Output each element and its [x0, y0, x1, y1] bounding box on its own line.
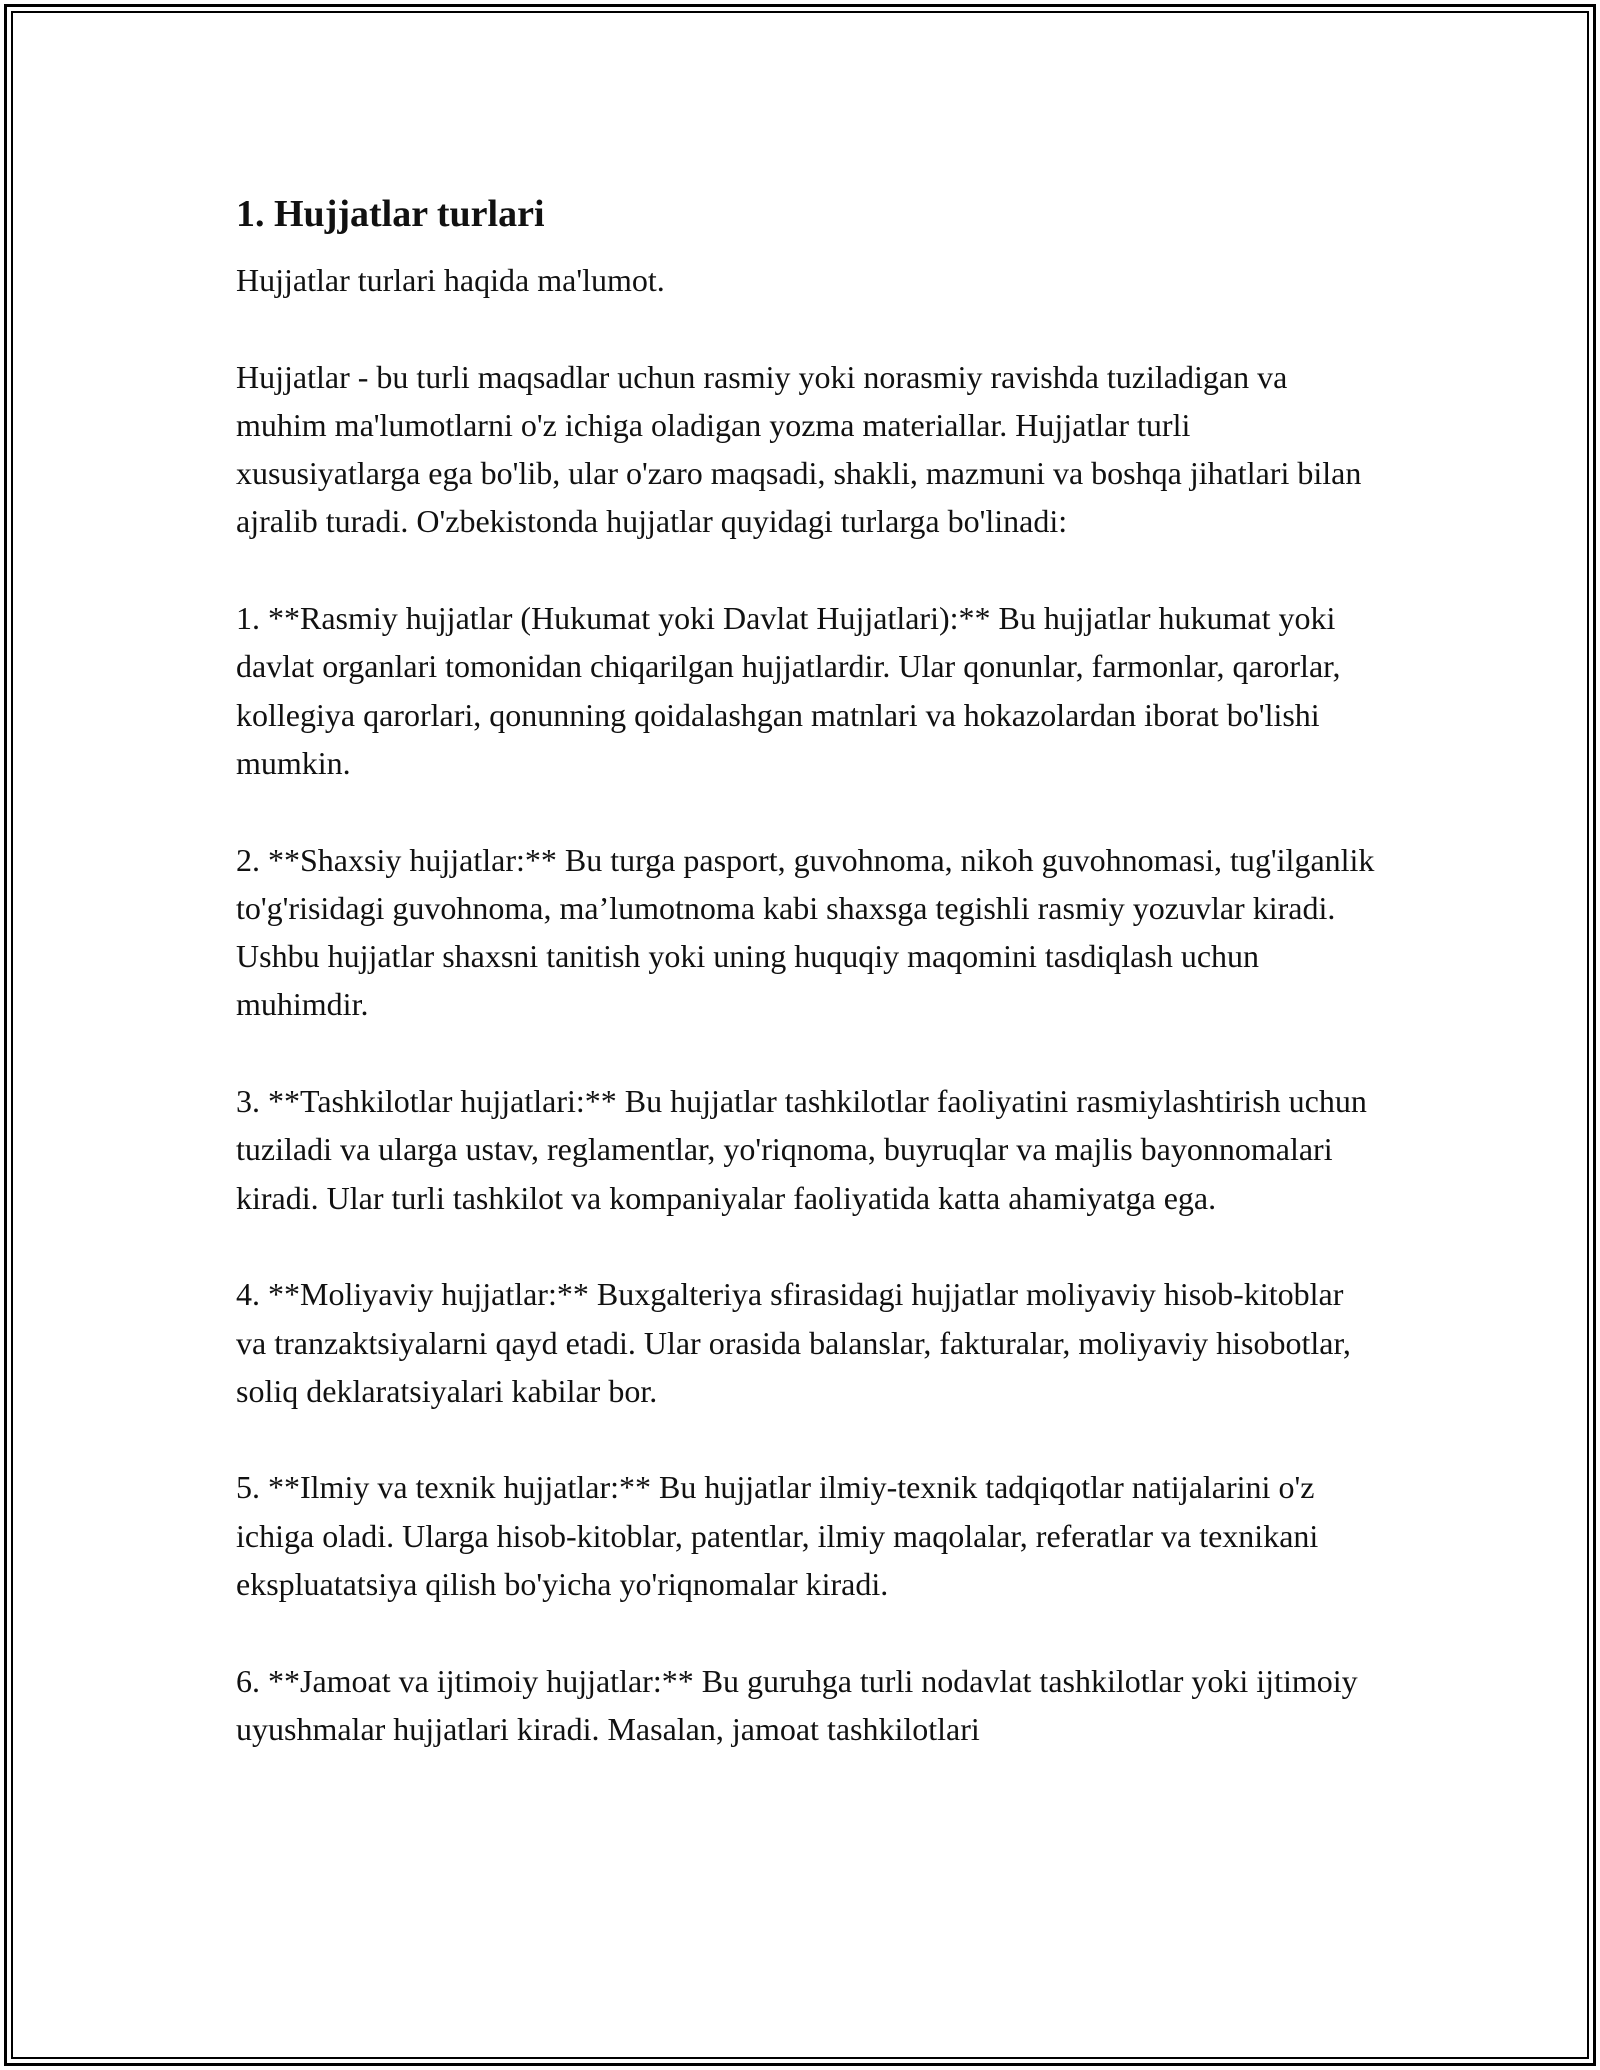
list-item-financial-documents: 4. **Moliyaviy hujjatlar:** Buxgalteriya sfirasidagi hujjatlar moliyaviy hisob-kitoblar va tranzaktsiyalarni qayd etadi. Ular orasida balanslar, fakturalar, moliyaviy hisobotlar, soliq deklaratsiyalari kabilar bor. [236, 1276, 1351, 1409]
list-item-scientific-documents: 5. **Ilmiy va texnik hujjatlar:** Bu hujjatlar ilmiy-texnik tadqiqotlar natijalarini o'z ichiga oladi. Ularga hisob-kitoblar, patentlar, ilmiy maqolalar, referatlar va texnikani ekspluatatsiya qilish bo'yicha yo'riqnomalar kiradi. [236, 1469, 1319, 1603]
list-item-official-documents: 1. **Rasmiy hujjatlar (Hukumat yoki Davlat Hujjatlari):** Bu hujjatlar hukumat yoki davlat organlari tomonidan chiqarilgan hujjatlardir. Ular qonunlar, farmonlar, qarorlar, kollegiya qarorlari, qonunning qoidalashgan matnlari va hokazolardan iborat bo'lishi mumkin. [236, 600, 1341, 781]
list-item-organization-documents: 3. **Tashkilotlar hujjatlari:** Bu hujjatlar tashkilotlar faoliyatini rasmiylashtirish uchun tuziladi va ularga ustav, reglamentlar, yo'riqnoma, buyruqlar va majlis bayonnomalari kiradi. Ular turli tashkilot va kompaniyalar faoliyatida katta ahamiyatga ega. [236, 1083, 1367, 1216]
intro-paragraph: Hujjatlar turlari haqida ma'lumot. [236, 262, 665, 298]
definition-paragraph: Hujjatlar - bu turli maqsadlar uchun rasmiy yoki norasmiy ravishda tuziladigan va muhim ma'lumotlarni o'z ichiga oladigan yozma materiallar. Hujjatlar turli xususiyatlarga ega bo'lib, ular o'zaro maqsadi, shakli, mazmuni va boshqa jihatlari bilan ajralib turadi. O'zbekistonda hujjatlar quyidagi turlarga bo'linadi: [236, 358, 1362, 540]
list-item-public-documents: 6. **Jamoat va ijtimoiy hujjatlar:** Bu guruhga turli nodavlat tashkilotlar yoki ijtimoiy uyushmalar hujjatlari kiradi. Masalan, jamoat tashkilotlari [236, 1662, 1358, 1747]
list-item-personal-documents: 2. **Shaxsiy hujjatlar:** Bu turga pasport, guvohnoma, nikoh guvohnomasi, tug'ilganlik to'g'risidagi guvohnoma, ma’lumotnoma kabi shaxsga tegishli rasmiy yozuvlar kiradi. Ushbu hujjatlar shaxsni tanitish yoki uning huquqiy maqomini tasdiqlash uchun muhimdir. [236, 841, 1375, 1023]
section-heading: 1. Hujjatlar turlari [236, 193, 545, 235]
document-body [236, 188, 1376, 1753]
